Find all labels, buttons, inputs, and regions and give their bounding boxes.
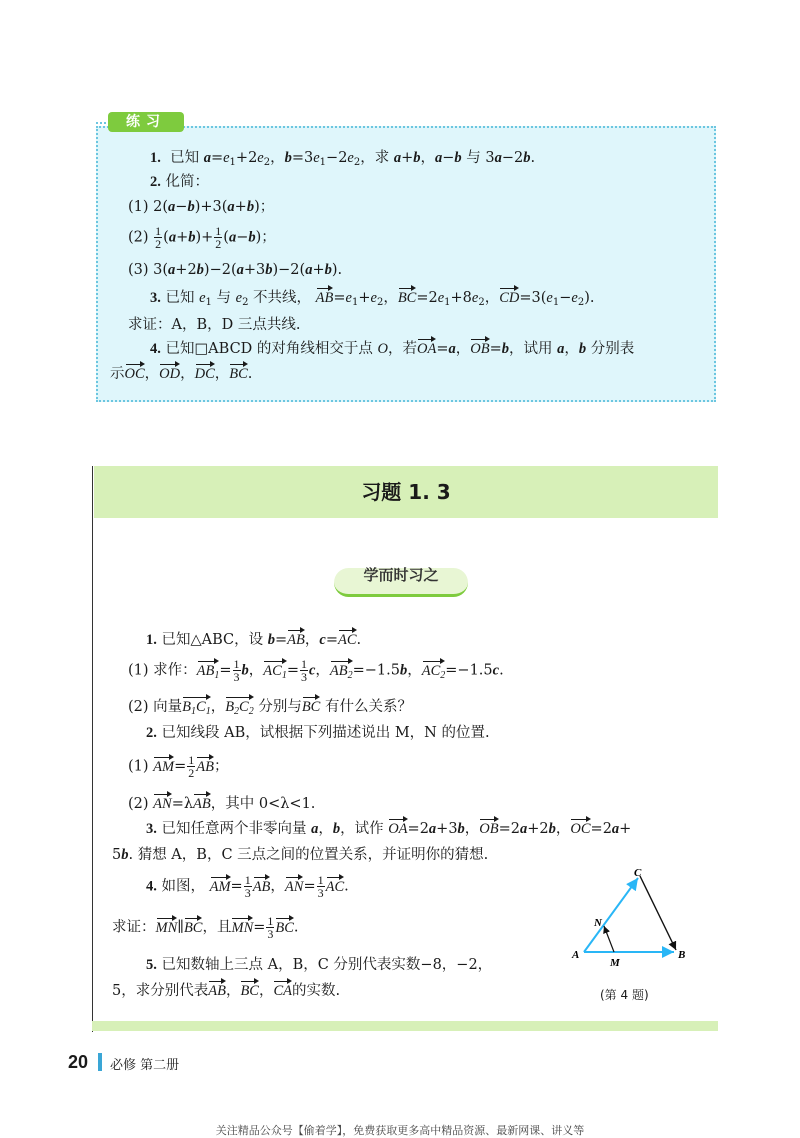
exercise-q3: 3. 已知任意两个非零向量 a，b，试作 OA=2a+3b，OB=2a+2b，OC=2a+ [146, 817, 631, 838]
triangle-figure [568, 862, 698, 972]
watermark-text: 关注精品公众号【偷着学】，免费获取更多高中精品资源、最新网课、讲义等 [215, 1124, 585, 1137]
exercise-q4: 4. 如图， AM= $\frac{1}{3}$ AB，AN= $\frac{1}{3}$ AC. [146, 873, 349, 900]
exercise-q4-proof: 求证：MN∥BC，且MN= $\frac{1}{3}$ BC. [112, 914, 299, 941]
footer-accent-bar [98, 1053, 102, 1071]
exercise-panel-border [92, 466, 93, 1032]
practice-q2-1: (1) 2(a−b)+3(a+b)； [128, 199, 275, 215]
exercise-q1: 1. 已知△ABC，设 b=AB，c=AC. [146, 628, 361, 649]
exercise-q2-1: (1) AM= $\frac{1}{2}$ AB； [128, 753, 229, 780]
vector-mn [604, 926, 614, 952]
label-n: N [594, 917, 602, 929]
exercise-q2-2: (2) AN=λAB，其中 0<λ<1. [128, 792, 315, 813]
practice-q2-2: (2) $\frac{1}{2}$ (a+b)+ $\frac{1}{2}$ (a−b)； [128, 224, 276, 251]
book-name: 必修 第二册 [110, 1058, 180, 1073]
label-a: A [572, 949, 580, 961]
practice-q3: 3. 已知 $e_1$ 与 $e_2$ 不共线， $AB=e_1+e_2$，$BC=2e_1+8e_2$，$CD=3(e_1-e_2)$. [150, 286, 594, 308]
label-m: M [610, 957, 620, 969]
exercise-subtitle: 学而时习之 [363, 566, 439, 584]
exercise-q2: 2. 已知线段 AB，试根据下列描述说出 M，N 的位置. [146, 725, 490, 741]
label-c: C [634, 867, 642, 879]
exercise-q5-line2: 5，求分别代表AB，BC，CA的实数. [112, 979, 340, 1000]
practice-q1: 1. 已知 $a=e_1+2e_2$，$b=3e_1-2e_2$，求 a+b，a−b 与 3a−2b. [150, 150, 536, 168]
practice-q2: 2. 化简： [150, 174, 209, 190]
practice-q3-line2: 求证：A，B，D 三点共线. [128, 317, 301, 333]
exercise-q3-line2: 5b. 猜想 A，B，C 三点之间的位置关系，并证明你的猜想. [112, 847, 489, 863]
exercise-q1-2: (2) 向量$B_1C_1$，$B_2C_2$ 分别与BC 有什么关系？ [128, 695, 412, 717]
vector-cb [640, 876, 676, 950]
practice-q2-3: (3) 3(a+2b)−2(a+3b)−2(a+b). [128, 262, 343, 278]
practice-q4: 4. 已知□ABCD 的对角线相交于点 O，若OA=a，OB=b，试用 a，b 分别表 [150, 337, 634, 358]
exercise-q1-1: (1) 求作：$AB_1=$ $\frac{1}{3}$ b，$AC_1=$ $\frac{1}{3}$ c，$AB_2=-1.5b$，$AC_2=-1.5c$. [128, 657, 504, 684]
page-number: 20 [68, 1052, 89, 1072]
practice-q4-line2: 示OC，OD，DC，BC. [110, 362, 252, 383]
exercise-q5: 5. 已知数轴上三点 A，B，C 分别代表实数−8，−2， [146, 957, 493, 973]
exercise-panel-footer [92, 1021, 718, 1031]
label-b: B [678, 949, 686, 961]
figure-caption: (第 4 题) [600, 988, 649, 1002]
exercise-title: 习题 1. 3 [94, 466, 718, 518]
vector-ac [584, 878, 638, 952]
practice-tab: 练习 [108, 112, 184, 132]
